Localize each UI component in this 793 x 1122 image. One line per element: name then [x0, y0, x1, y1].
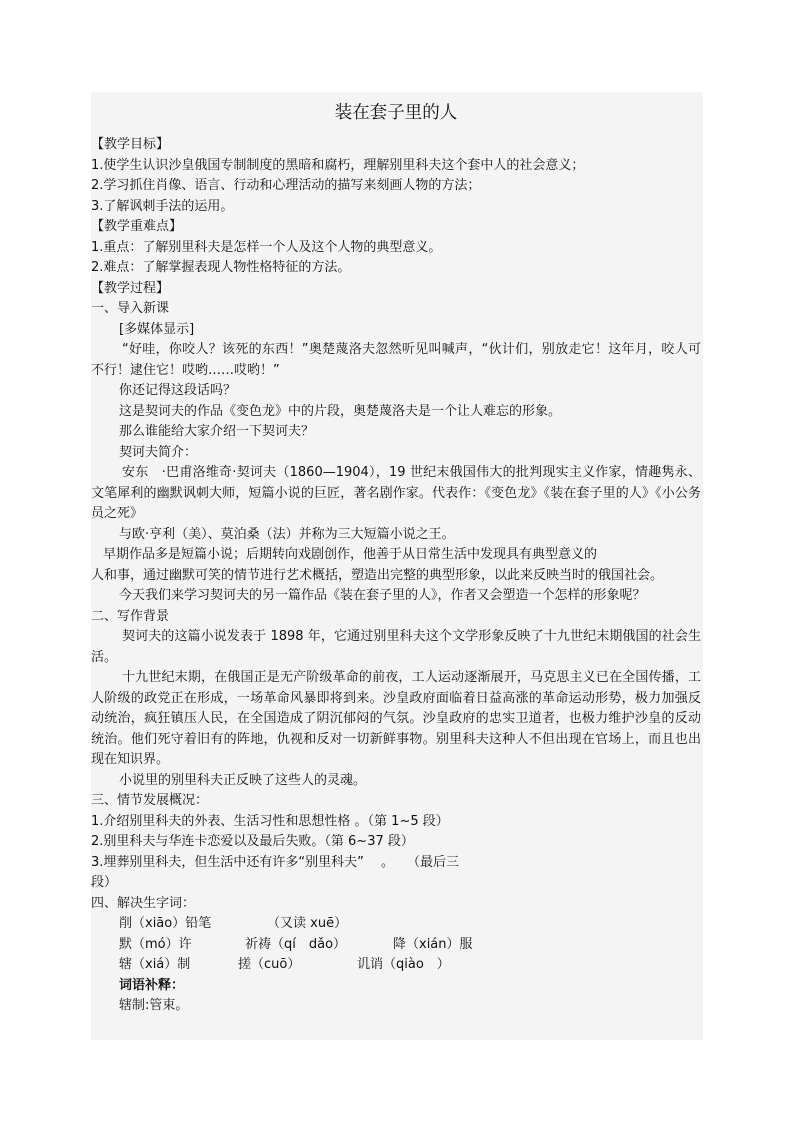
goal-item: 1.使学生认识沙皇俄国专制制度的黑暗和腐朽，理解别里科夫这个套中人的社会意义； — [91, 157, 585, 173]
section-heading: 【教学目标】 — [91, 137, 170, 152]
definition: 辖制:管束。 — [119, 998, 189, 1013]
plot-item: 1.介绍别里科夫的外表、生活习性和思想性格 。（第 1~5 段） — [91, 813, 449, 829]
quote-paragraph: “好哇，你咬人？该死的东西！”奥楚蔑洛夫忽然听见叫喊声，“伙计们，别放走它！这年月，咬人可不行！逮住它！哎哟……哎哟！” — [91, 342, 701, 378]
vocab-item: 讥诮（qiào ） — [357, 957, 450, 972]
vocab-item: 辖（xiá）制 — [119, 957, 191, 972]
step-heading: 四、解决生字词： — [91, 895, 196, 911]
paragraph: 你还记得这段话吗？ — [119, 383, 237, 398]
bio-paragraph: 安东 ·巴甫洛维奇·契诃夫（1860—1904），19 世纪末俄国伟大的批判现实主义作家，情趣隽永、文笔犀利的幽默讽刺大师，短篇小说的巨匠，著名剧作家。代表作：《变色龙》《装在套子里的人》《小公务员之死》 — [91, 465, 701, 521]
plot-item: 3.埋葬别里科夫，但生活中还有许多“别里科夫” 。 （最后三 — [91, 854, 460, 870]
vocab-item: 搓（cuō） — [238, 957, 301, 972]
goal-item: 3.了解讽刺手法的运用。 — [91, 198, 234, 214]
paragraph-label: 契诃夫简介： — [119, 444, 198, 460]
paragraph: 这是契诃夫的作品《变色龙》中的片段，奥楚蔑洛夫是一个让人难忘的形象。 — [119, 403, 562, 419]
paragraph: 小说里的别里科夫正反映了这些人的灵魂。 — [119, 772, 367, 788]
plot-item-continued: 段） — [91, 875, 118, 890]
step-heading: 一、导入新课 — [91, 301, 170, 316]
vocab-item: （又读 xuē） — [267, 916, 348, 931]
key-point: 1.重点：了解别里科夫是怎样一个人及这个人物的典型意义。 — [91, 239, 442, 255]
vocab-row — [91, 935, 701, 956]
goal-item: 2.学习抓住肖像、语言、行动和心理活动的描写来刻画人物的方法； — [91, 178, 481, 193]
section-heading: 【教学过程】 — [91, 280, 170, 296]
vocab-item: 祈祷（qí dǎo） — [245, 936, 347, 952]
page-title: 装在套子里的人 — [334, 103, 458, 123]
vocab-item: 削（xiāo）铅笔 — [119, 916, 212, 931]
paragraph: 早期作品多是短篇小说；后期转向戏剧创作，他善于从日常生活中发现具有典型意义的 — [103, 547, 598, 562]
step-heading: 二、写作背景 — [91, 608, 170, 624]
plot-item: 2.别里科夫与华连卡恋爱以及最后失败。（第 6~37 段） — [91, 834, 414, 849]
vocab-row — [91, 955, 701, 976]
section-heading: 【教学重难点】 — [91, 219, 183, 234]
paragraph: 那么谁能给大家介绍一下契诃夫？ — [119, 424, 315, 439]
background-paragraph: 契诃夫的这篇小说发表于 1898 年，它通过别里科夫这个文学形象反映了十九世纪末期俄国的社会生活。 — [91, 629, 701, 665]
vocab-item: 降（xián）服 — [393, 936, 473, 952]
subheading: 词语补释： — [119, 977, 185, 993]
media-note: [多媒体显示] — [119, 321, 195, 337]
step-heading: 三、情节发展概况： — [91, 793, 209, 808]
paragraph: 人和事，通过幽默可笑的情节进行艺术概括，塑造出完整的典型形象，以此来反映当时的俄国社会。 — [91, 567, 664, 583]
vocab-row — [91, 914, 701, 935]
vocab-item: 默（mó）许 — [119, 936, 192, 952]
background-paragraph: 十九世纪末期，在俄国正是无产阶级革命的前夜，工人运动逐渐展开，马克思主义已在全国传播，工人阶级的政党正在形成，一场革命风暴即将到来。沙皇政府面临着日益高涨的革命运动形势，极力加强反动统治，疯狂镇压人民，在全国造成了阴沉郁闷的气氛。沙皇政府的忠实卫道者，也极力维护沙皇的反动统治。他们死守着旧有的阵地，仇视和反对一切新鲜事物。别里科夫这种人不但出现在官场上，而且也出现在知识界。 — [91, 670, 701, 767]
paragraph: 今天我们来学习契诃夫的另一篇作品《装在套子里的人》，作者又会塑造一个怎样的形象呢？ — [119, 588, 646, 603]
key-point: 2.难点：了解掌握表现人物性格特征的方法。 — [91, 260, 351, 275]
document-content — [91, 100, 701, 1017]
paragraph: 与欧·亨利（美）、莫泊桑（法）并称为三大短篇小说之王。 — [119, 526, 455, 542]
